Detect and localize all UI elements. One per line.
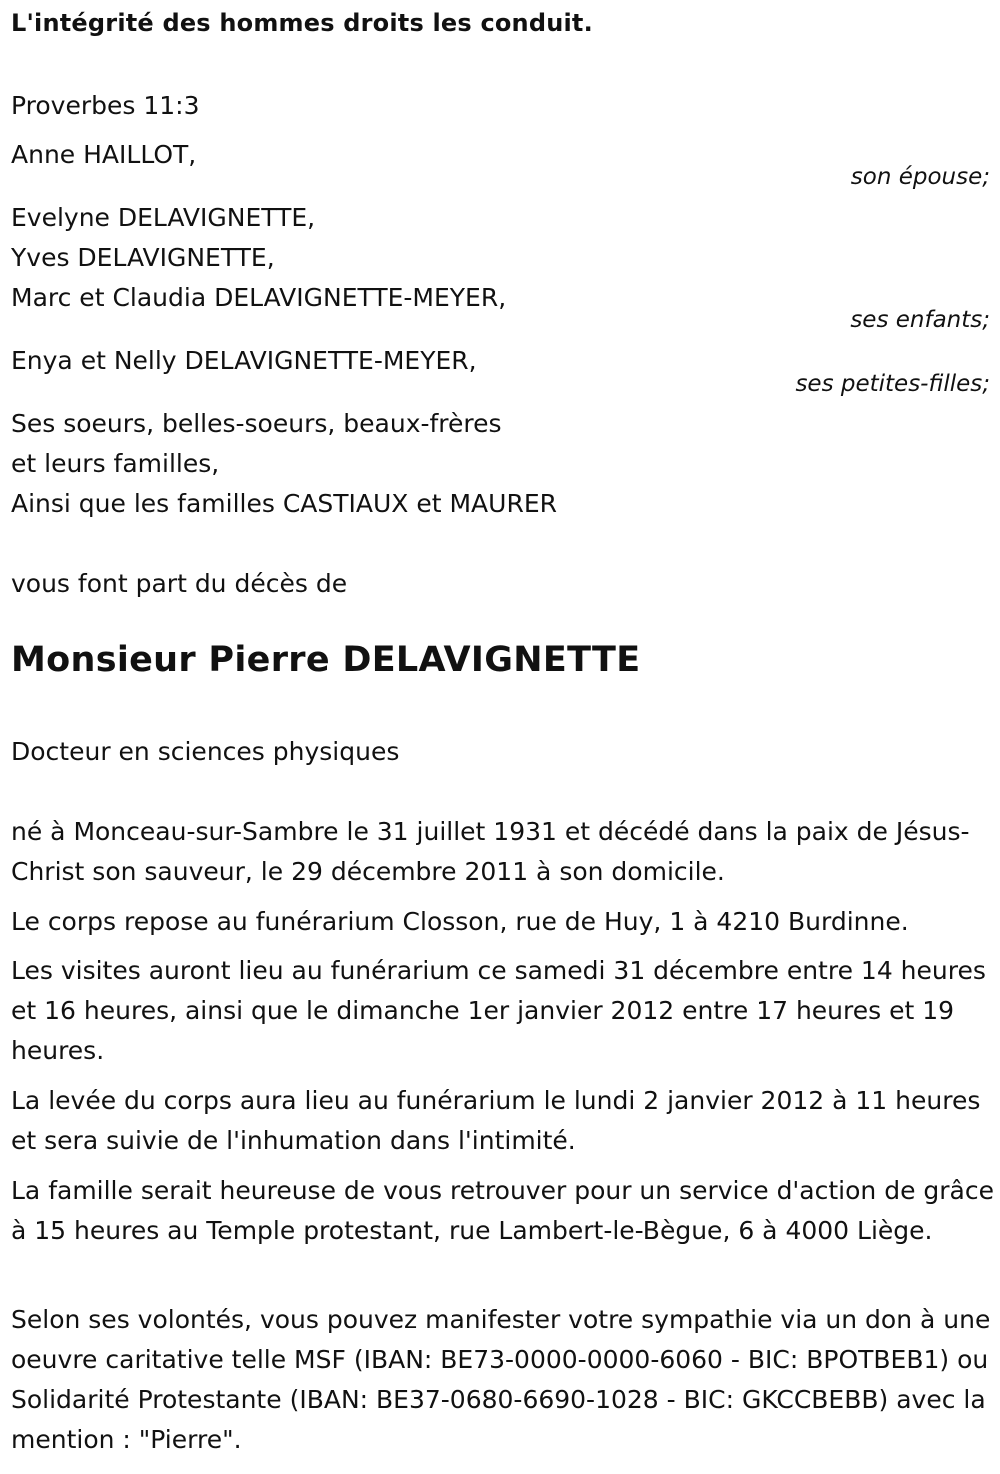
donation-paragraph: Selon ses volontés, vous pouvez manifester votre sympathie via un don à une oeuvre caritative telle MSF (IBAN: BE73-0000-0000-6060 - BIC: BPOTBEB1) ou Solidarité Protestante (IBAN: BE37-0680-6690-1028 - BIC: GKCCBEBB) avec la mention : "Pierre". (11, 1305, 991, 1454)
relatives-line: et leurs familles, (11, 449, 220, 478)
granddaughters-name: Enya et Nelly DELAVIGNETTE-MEYER, (11, 346, 477, 375)
child-name: Evelyne DELAVIGNETTE, (11, 203, 316, 232)
children-role: ses enfants; (850, 307, 990, 333)
relatives-line: Ses soeurs, belles-soeurs, beaux-frères (11, 409, 502, 438)
service-paragraph: La famille serait heureuse de vous retrouver pour un service d'action de grâce à 15 heures au Temple protestant, rue Lambert-le-Bègue, 6 à 4000 Liège. (11, 1176, 994, 1245)
child-name: Marc et Claudia DELAVIGNETTE-MEYER, (11, 283, 507, 312)
scripture-reference: Proverbes 11:3 (11, 91, 200, 120)
announcement-text: vous font part du décès de (11, 569, 348, 598)
relatives-line: Ainsi que les familles CASTIAUX et MAURER (11, 489, 557, 518)
deceased-name: Monsieur Pierre DELAVIGNETTE (11, 640, 641, 680)
visits-paragraph: Les visites auront lieu au funérarium ce samedi 31 décembre entre 14 heures et 16 heures, ainsi que le dimanche 1er janvier 2012 entre 17 heures et 19 heures. (11, 956, 986, 1065)
removal-paragraph: La levée du corps aura lieu au funérarium le lundi 2 janvier 2012 à 11 heures et sera suivie de l'inhumation dans l'intimité. (11, 1086, 981, 1155)
granddaughters-role: ses petites-filles; (795, 371, 990, 397)
spouse-name: Anne HAILLOT, (11, 140, 197, 169)
birth-death-paragraph: né à Monceau-sur-Sambre le 31 juillet 1931 et décédé dans la paix de Jésus-Christ son sauveur, le 29 décembre 2011 à son domicile. (11, 817, 970, 886)
deceased-title: Docteur en sciences physiques (11, 737, 400, 766)
child-name: Yves DELAVIGNETTE, (11, 243, 275, 272)
epigraph: L'intégrité des hommes droits les conduit. (11, 9, 593, 37)
funeral-home-paragraph: Le corps repose au funérarium Closson, rue de Huy, 1 à 4210 Burdinne. (11, 907, 909, 936)
spouse-role: son épouse; (850, 164, 990, 190)
